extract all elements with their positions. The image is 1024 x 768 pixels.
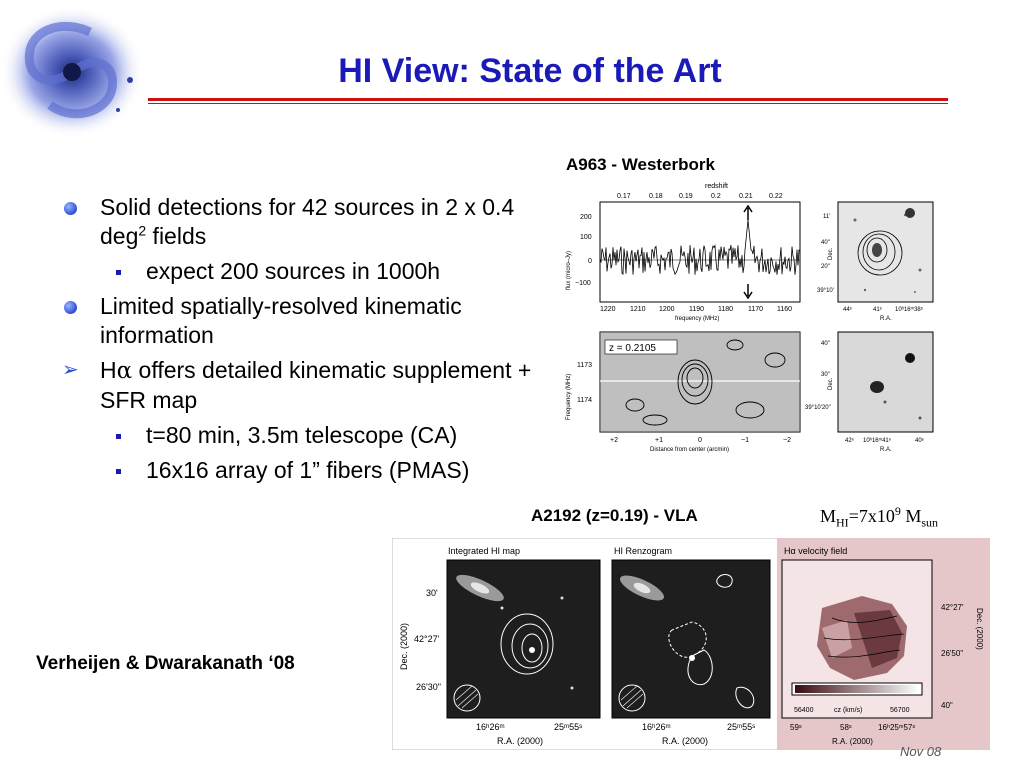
svg-text:1220: 1220 — [600, 306, 616, 313]
bullet-dot-icon — [64, 301, 77, 314]
svg-text:30": 30" — [821, 372, 830, 378]
bullet-text: Limited spatially-resolved kinematic information — [100, 293, 462, 348]
hi-renzogram-panel — [612, 546, 770, 746]
svg-text:56700: 56700 — [890, 707, 910, 714]
svg-text:Integrated HI map: Integrated HI map — [448, 546, 521, 556]
bullet-list — [62, 193, 532, 491]
svg-text:Hα velocity field: Hα velocity field — [784, 546, 848, 556]
svg-text:1174: 1174 — [577, 397, 593, 404]
square-bullet-icon — [116, 434, 121, 439]
svg-text:Distance from center (arcmin): Distance from center (arcmin) — [650, 447, 730, 453]
svg-text:58ˢ: 58ˢ — [840, 723, 852, 732]
svg-text:1170: 1170 — [748, 306, 764, 313]
svg-text:−100: −100 — [575, 280, 591, 287]
svg-text:10ʰ16ᵐ41ˢ: 10ʰ16ᵐ41ˢ — [863, 438, 891, 444]
title-rule-thin — [148, 103, 948, 104]
svg-text:flux (micro–Jy): flux (micro–Jy) — [566, 250, 572, 290]
sub-bullet-item — [62, 421, 532, 450]
svg-text:0: 0 — [698, 437, 702, 444]
svg-text:200: 200 — [580, 214, 592, 221]
frequency-ticks — [600, 306, 792, 313]
svg-text:40": 40" — [821, 240, 830, 246]
sub-bullet-text: 16x16 array of 1” fibers (PMAS) — [146, 457, 470, 483]
thumb2-dec-ticks — [805, 341, 831, 411]
a2192-label: A2192 (z=0.19) - VLA — [531, 506, 698, 525]
a963-optical-thumb-2 — [805, 332, 933, 453]
svg-text:25ᵐ55ˢ: 25ᵐ55ˢ — [727, 722, 756, 732]
hi-mass-label: $M_{HI}=7x10^9$ $M_{sun}$ — [820, 504, 939, 530]
svg-text:20": 20" — [821, 264, 830, 270]
bullet-tail: fields — [146, 223, 207, 249]
title-rule — [148, 98, 948, 101]
svg-text:Frequency (MHz): Frequency (MHz) — [566, 373, 572, 420]
flux-ticks — [575, 214, 592, 287]
svg-text:16ʰ26ᵐ: 16ʰ26ᵐ — [642, 722, 671, 732]
svg-text:1160: 1160 — [777, 306, 793, 313]
svg-text:26'30": 26'30" — [416, 682, 441, 692]
svg-text:59ˢ: 59ˢ — [790, 723, 802, 732]
svg-text:R.A. (2000): R.A. (2000) — [497, 736, 544, 746]
svg-text:25ᵐ55ˢ: 25ᵐ55ˢ — [554, 722, 583, 732]
svg-text:−1: −1 — [741, 437, 749, 444]
svg-text:cz (km/s): cz (km/s) — [834, 707, 863, 714]
svg-text:R.A.: R.A. — [880, 316, 892, 322]
bullet-item — [62, 292, 532, 350]
svg-text:+2: +2 — [610, 437, 618, 444]
svg-text:1190: 1190 — [689, 306, 705, 313]
svg-text:10ʰ16ᵐ38ˢ: 10ʰ16ᵐ38ˢ — [895, 307, 923, 313]
svg-text:0: 0 — [588, 258, 592, 265]
citation: Verheijen & Dwarakanath ‘08 — [36, 653, 295, 674]
galaxy-logo — [0, 0, 160, 150]
svg-text:40": 40" — [821, 341, 830, 347]
bullet-text: offers detailed kinematic supplement + SFR map — [100, 357, 532, 413]
svg-text:Dec.: Dec. — [828, 247, 834, 260]
svg-text:1200: 1200 — [659, 306, 675, 313]
svg-text:0.22: 0.22 — [769, 193, 783, 200]
thumb2-ra-ticks — [845, 437, 924, 444]
svg-text:R.A.: R.A. — [880, 447, 892, 453]
bullet-sup: 2 — [138, 222, 147, 239]
svg-text:HI Renzogram: HI Renzogram — [614, 546, 673, 556]
svg-text:+1: +1 — [655, 437, 663, 444]
position-velocity-plot — [566, 332, 800, 453]
svg-text:0.19: 0.19 — [679, 193, 693, 200]
svg-text:26'50": 26'50" — [941, 649, 964, 658]
svg-text:0.17: 0.17 — [617, 193, 631, 200]
sub-bullet-item — [62, 257, 532, 286]
thumb1-ra-ticks — [843, 306, 923, 313]
svg-text:16ʰ26ᵐ: 16ʰ26ᵐ — [476, 722, 505, 732]
svg-text:Dec.: Dec. — [828, 377, 834, 390]
svg-text:1180: 1180 — [718, 306, 734, 313]
svg-text:56400: 56400 — [794, 707, 814, 714]
svg-text:42ˢ: 42ˢ — [845, 438, 854, 444]
bullet-item — [62, 193, 532, 251]
a963-figure — [555, 180, 945, 460]
bullet-text: Solid detections for 42 sources in 2 x 0.4 deg — [100, 194, 515, 249]
sub-bullet-item — [62, 456, 532, 485]
svg-text:1210: 1210 — [630, 306, 646, 313]
svg-text:1173: 1173 — [577, 362, 593, 369]
a2192-vla-figure — [392, 538, 990, 750]
svg-text:−2: −2 — [783, 437, 791, 444]
pv-freq-ticks — [577, 362, 592, 404]
colorbar-ticks — [794, 707, 910, 714]
svg-text:R.A. (2000): R.A. (2000) — [832, 737, 873, 746]
svg-text:40": 40" — [941, 701, 953, 710]
svg-text:42°27': 42°27' — [941, 603, 964, 612]
svg-text:Dec. (2000): Dec. (2000) — [975, 608, 984, 650]
svg-text:41ˢ: 41ˢ — [873, 307, 882, 313]
svg-text:R.A. (2000): R.A. (2000) — [662, 736, 709, 746]
svg-text:39°10': 39°10' — [817, 288, 834, 294]
arrow-bullet-icon: ➢ — [62, 359, 79, 381]
svg-text:11': 11' — [823, 214, 831, 220]
a963-label: A963 - Westerbork — [566, 155, 715, 174]
svg-text:Dec. (2000): Dec. (2000) — [399, 622, 409, 670]
hi-spectrum-plot — [566, 183, 800, 322]
bullet-prefix: H — [100, 357, 117, 383]
svg-text:42°27': 42°27' — [414, 634, 440, 644]
svg-text:44ˢ: 44ˢ — [843, 307, 852, 313]
svg-text:40ˢ: 40ˢ — [915, 438, 924, 444]
svg-text:100: 100 — [580, 234, 592, 241]
svg-text:0.2: 0.2 — [711, 193, 721, 200]
footer-date: Nov 08 — [900, 744, 942, 759]
svg-text:0.21: 0.21 — [739, 193, 753, 200]
sub-bullet-text: t=80 min, 3.5m telescope (CA) — [146, 422, 458, 448]
svg-text:39°10'20": 39°10'20" — [805, 405, 831, 411]
pv-x-ticks — [610, 437, 791, 444]
a963-optical-thumb-1 — [817, 202, 933, 322]
redshift-ticks — [617, 193, 783, 200]
square-bullet-icon — [116, 270, 121, 275]
redshift-value: z = 0.2105 — [609, 343, 656, 354]
bullet-item — [62, 356, 532, 415]
alpha-symbol: α — [116, 358, 133, 384]
page-title: HI View: State of the Art — [338, 52, 722, 90]
square-bullet-icon — [116, 469, 121, 474]
bullet-dot-icon — [64, 202, 77, 215]
sub-bullet-text: expect 200 sources in 1000h — [146, 258, 441, 284]
svg-text:frequency (MHz): frequency (MHz) — [675, 316, 720, 322]
svg-text:0.18: 0.18 — [649, 193, 663, 200]
svg-text:30': 30' — [426, 588, 438, 598]
redshift-axis-label: redshift — [705, 183, 728, 190]
svg-text:16ʰ25ᵐ57ˢ: 16ʰ25ᵐ57ˢ — [878, 723, 916, 732]
